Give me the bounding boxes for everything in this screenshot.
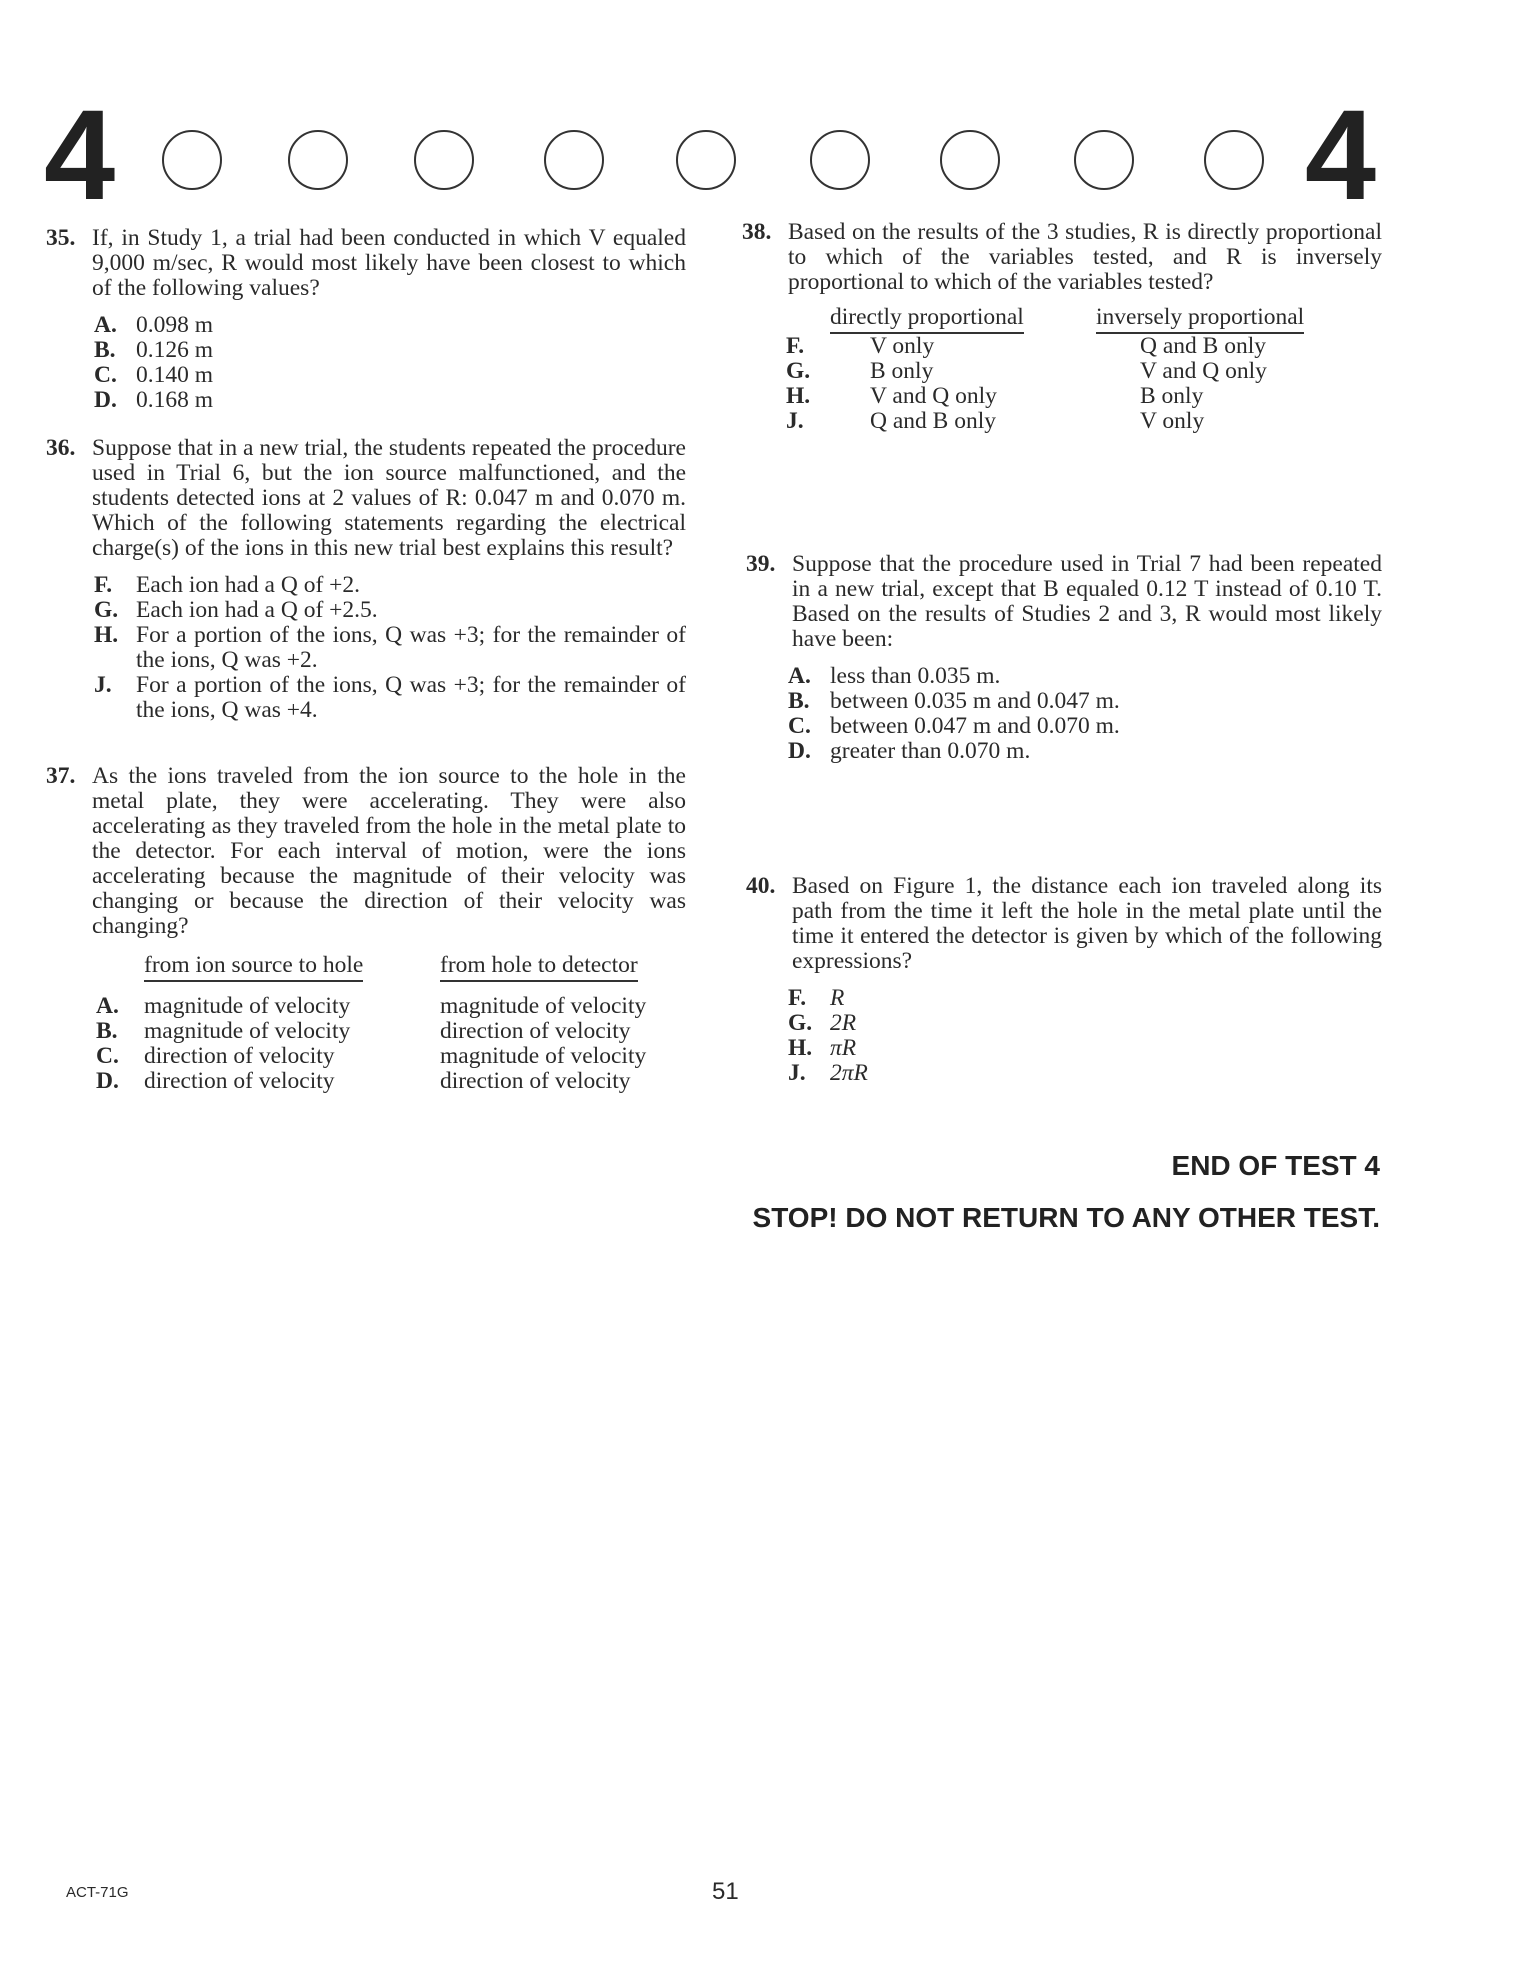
answer-options: [94, 313, 686, 413]
option-text: Each ion had a Q of +2.5.: [136, 597, 378, 623]
answer-table: [96, 953, 646, 1094]
option-cell: V and Q only: [1140, 358, 1267, 384]
option-text: For a portion of the ions, Q was +3; for the remainder of the ions, Q was +4.: [136, 672, 686, 723]
option-letter: F.: [786, 333, 805, 359]
answer-option[interactable]: [94, 388, 686, 413]
option-text: πR: [830, 1035, 857, 1061]
option-letter: D.: [94, 387, 117, 413]
option-text: For a portion of the ions, Q was +3; for the remainder of the ions, Q was +2.: [136, 622, 686, 673]
option-letter: B.: [94, 337, 116, 363]
option-cell: direction of velocity: [440, 1068, 631, 1094]
column-header: inversely proportional: [1096, 305, 1304, 334]
option-cell: direction of velocity: [144, 1043, 335, 1069]
option-letter: D.: [788, 738, 811, 764]
answer-option[interactable]: [788, 986, 1382, 1011]
test-form-code: ACT-71G: [66, 1884, 129, 1901]
question-number: 36.: [46, 435, 76, 461]
answer-option[interactable]: [788, 664, 1382, 689]
answer-row[interactable]: [786, 409, 1304, 434]
question-36: [46, 436, 686, 723]
question-number: 38.: [742, 219, 772, 245]
question-number: 40.: [746, 873, 776, 899]
column-header: from hole to detector: [440, 953, 638, 982]
answer-table: [786, 305, 1304, 434]
question-text: Suppose that in a new trial, the students repeated the procedure used in Trial 6, but the ion source malfunctioned, and the students detected ions at 2 values of R: 0.047 m and 0.070 m. Which of the following statements regarding the electrical charge(s) of the ions in this new trial best explains this result?: [92, 435, 686, 561]
option-cell: magnitude of velocity: [440, 993, 647, 1019]
option-letter: F.: [94, 572, 113, 598]
answer-option[interactable]: [94, 338, 686, 363]
option-cell: magnitude of velocity: [440, 1043, 647, 1069]
question-number: 39.: [746, 551, 776, 577]
option-text: 0.140 m: [136, 362, 214, 388]
option-text: between 0.047 m and 0.070 m.: [830, 713, 1120, 739]
header-circle-icon: [1204, 130, 1264, 190]
option-cell: B only: [1140, 383, 1204, 409]
question-text: Based on Figure 1, the distance each ion traveled along its path from the time it left the hole in the metal plate until the time it entered the detector is given by which of the following expressions?: [792, 873, 1382, 974]
option-letter: B.: [96, 1018, 118, 1044]
header-circle-icon: [810, 130, 870, 190]
header-circle-icon: [940, 130, 1000, 190]
answer-option[interactable]: [788, 714, 1382, 739]
option-text: Each ion had a Q of +2.: [136, 572, 361, 598]
option-text: 0.098 m: [136, 312, 214, 338]
option-letter: H.: [94, 622, 119, 648]
answer-option[interactable]: [788, 689, 1382, 714]
answer-options: [94, 573, 686, 723]
question-39: [746, 552, 1382, 764]
answer-option[interactable]: [94, 573, 686, 598]
option-letter: J.: [788, 1060, 806, 1086]
question-40: [746, 874, 1382, 1086]
option-cell: B only: [870, 358, 934, 384]
header-circle-icon: [544, 130, 604, 190]
option-letter: H.: [788, 1035, 813, 1061]
answer-option[interactable]: [94, 623, 686, 673]
stop-instruction: STOP! DO NOT RETURN TO ANY OTHER TEST.: [752, 1202, 1380, 1233]
option-letter: C.: [96, 1043, 119, 1069]
option-letter: C.: [788, 713, 811, 739]
option-cell: V only: [870, 333, 935, 359]
answer-row[interactable]: [96, 1044, 646, 1069]
answer-option[interactable]: [788, 739, 1382, 764]
option-letter: J.: [94, 672, 112, 698]
option-text: 2R: [830, 1010, 857, 1036]
option-cell: Q and B only: [870, 408, 996, 434]
column-header: directly proportional: [830, 305, 1024, 334]
option-letter: H.: [786, 383, 811, 409]
option-cell: Q and B only: [1140, 333, 1266, 359]
option-cell: V only: [1140, 408, 1205, 434]
option-text: greater than 0.070 m.: [830, 738, 1031, 764]
option-letter: G.: [786, 358, 811, 384]
answer-option[interactable]: [94, 313, 686, 338]
option-text: 2πR: [830, 1060, 868, 1086]
option-cell: V and Q only: [870, 383, 997, 409]
header-circle-icon: [1074, 130, 1134, 190]
option-cell: magnitude of velocity: [144, 1018, 351, 1044]
answer-row[interactable]: [786, 384, 1304, 409]
question-text: As the ions traveled from the ion source to the hole in the metal plate, they were accelerating. They were also accelerating as they traveled from the hole in the metal plate to the detector. For each interval of motion, were the ions accelerating because the magnitude of their velocity was changing or because the direction of their velocity was changing?: [92, 763, 686, 939]
option-letter: A.: [94, 312, 117, 338]
header-circle-icon: [162, 130, 222, 190]
header-circle-icon: [676, 130, 736, 190]
end-of-test-heading: END OF TEST 4: [1171, 1150, 1380, 1181]
option-letter: A.: [788, 663, 811, 689]
option-text: less than 0.035 m.: [830, 663, 1001, 689]
question-text: If, in Study 1, a trial had been conducted in which V equaled 9,000 m/sec, R would most likely have been closest to which of the following values?: [92, 225, 686, 301]
answer-options: [788, 986, 1382, 1086]
header-circle-icon: [414, 130, 474, 190]
question-number: 35.: [46, 225, 76, 251]
option-letter: B.: [788, 688, 810, 714]
answer-option[interactable]: [788, 1011, 1382, 1036]
answer-row[interactable]: [96, 1019, 646, 1044]
column-header: from ion source to hole: [144, 953, 363, 982]
answer-options: [788, 664, 1382, 764]
option-cell: direction of velocity: [440, 1018, 631, 1044]
option-letter: C.: [94, 362, 117, 388]
option-cell: direction of velocity: [144, 1068, 335, 1094]
header-circle-icon: [288, 130, 348, 190]
option-letter: G.: [788, 1010, 813, 1036]
answer-row[interactable]: [96, 1069, 646, 1094]
section-number-left: 4: [44, 84, 116, 227]
page-number: 51: [712, 1878, 739, 1905]
option-text: between 0.035 m and 0.047 m.: [830, 688, 1120, 714]
option-letter: A.: [96, 993, 119, 1019]
answer-option[interactable]: [788, 1036, 1382, 1061]
answer-option[interactable]: [94, 598, 686, 623]
option-text: R: [830, 985, 845, 1011]
section-number-right: 4: [1304, 84, 1376, 227]
question-38: [742, 220, 1382, 434]
option-letter: D.: [96, 1068, 119, 1094]
answer-option[interactable]: [94, 673, 686, 723]
answer-row[interactable]: [786, 359, 1304, 384]
option-text: 0.126 m: [136, 337, 214, 363]
section-header: [44, 84, 1376, 227]
answer-option[interactable]: [788, 1061, 1382, 1086]
answer-row[interactable]: [786, 334, 1304, 359]
option-cell: magnitude of velocity: [144, 993, 351, 1019]
answer-row[interactable]: [96, 994, 646, 1019]
option-text: 0.168 m: [136, 387, 214, 413]
question-number: 37.: [46, 763, 76, 789]
option-letter: F.: [788, 985, 807, 1011]
option-letter: G.: [94, 597, 119, 623]
answer-option[interactable]: [94, 363, 686, 388]
question-text: Suppose that the procedure used in Trial 7 had been repeated in a new trial, except that B equaled 0.12 T instead of 0.10 T. Based on the results of Studies 2 and 3, R would most likely have been:: [792, 551, 1382, 652]
question-text: Based on the results of the 3 studies, R is directly proportional to which of the variables tested, and R is inversely proportional to which of the variables tested?: [788, 219, 1382, 295]
question-37: [46, 764, 686, 1094]
option-letter: J.: [786, 408, 804, 434]
question-35: [46, 226, 686, 413]
